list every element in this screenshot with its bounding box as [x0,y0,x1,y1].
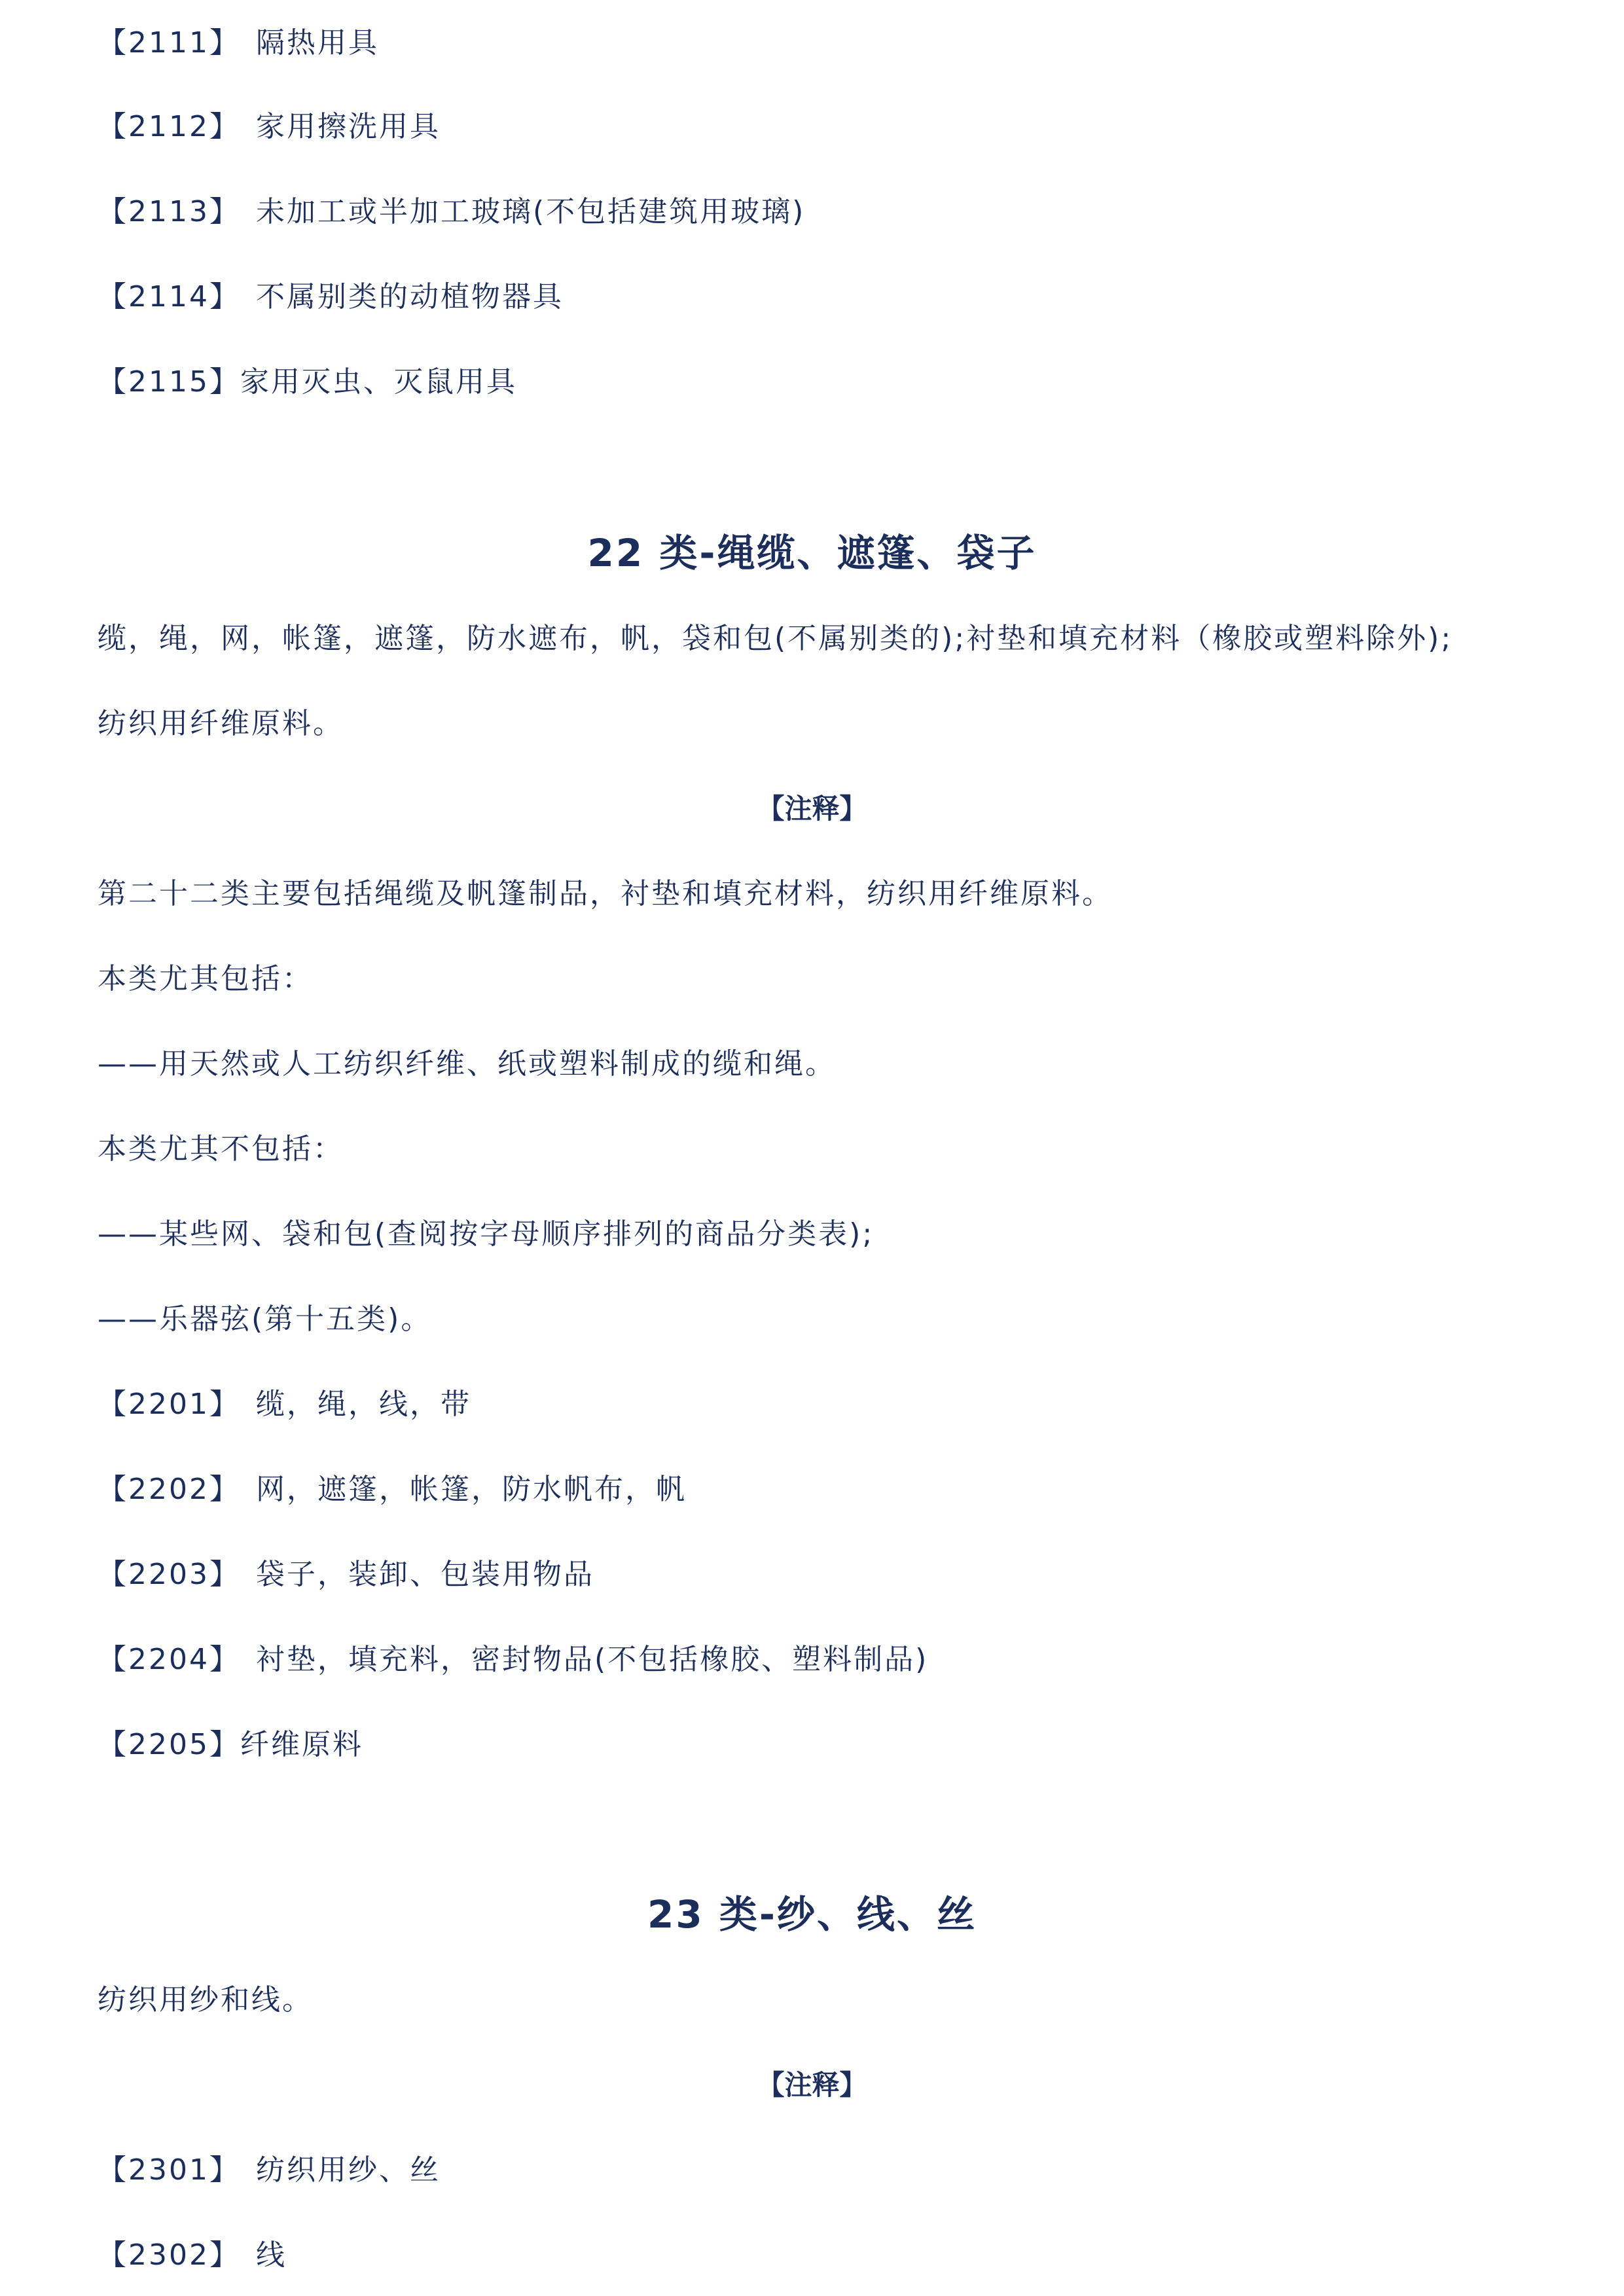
note-paragraph: ——某些网、袋和包(查阅按字母顺序排列的商品分类表); [98,1217,875,1251]
list-item [98,2152,441,2189]
note-paragraph: ——用天然或人工纺织纤维、纸或塑料制成的缆和绳。 [98,1047,836,1081]
section-description: 纺织用纱和线。 [98,1983,313,2017]
item-code: 【2301】 [98,2153,240,2187]
section-description: 纺织用纤维原料。 [98,707,344,740]
item-code: 【2112】 [98,110,240,143]
list-item [98,25,379,62]
item-text: 网，遮篷，帐篷，防水帆布，帆 [255,1473,687,1506]
list-item [98,1471,687,1508]
item-text: 隔热用具 [255,26,379,60]
item-text: 袋子，装卸、包装用物品 [255,1558,594,1591]
section-heading-22: 22 类-绳缆、遮篷、袋子 [587,531,1037,575]
item-code: 【2201】 [98,1388,240,1421]
item-text: 家用擦洗用具 [255,110,441,143]
item-code: 【2203】 [98,1558,240,1591]
list-item [98,279,564,315]
item-code: 【2205】 [98,1728,240,1761]
list-item [98,1641,928,1678]
item-text: 不属别类的动植物器具 [255,280,564,314]
item-text: 家用灭虫、灭鼠用具 [240,365,517,399]
list-item [98,109,441,145]
item-text: 未加工或半加工玻璃(不包括建筑用玻璃) [255,195,806,228]
list-item [98,194,805,230]
item-text: 线 [255,2238,287,2272]
item-code: 【2115】 [98,365,240,399]
note-paragraph: 第二十二类主要包括绳缆及帆篷制品，衬垫和填充材料，纺织用纤维原料。 [98,877,1113,910]
section-heading-23: 23 类-纱、线、丝 [647,1892,977,1937]
note-title: 【注释】 [757,2069,867,2101]
note-title: 【注释】 [757,793,867,825]
item-text: 纤维原料 [240,1728,363,1761]
item-text: 纺织用纱、丝 [255,2153,441,2187]
item-code: 【2113】 [98,195,240,228]
list-item [98,1556,594,1593]
item-code: 【2302】 [98,2238,240,2272]
list-item [98,2237,287,2274]
item-code: 【2204】 [98,1643,240,1676]
item-text: 缆，绳，线，带 [255,1388,471,1421]
note-paragraph: 本类尤其不包括： [98,1132,344,1166]
item-code: 【2202】 [98,1473,240,1506]
list-item [98,1386,471,1423]
item-text: 衬垫，填充料，密封物品(不包括橡胶、塑料制品) [255,1643,929,1676]
section-description: 缆，绳，网，帐篷，遮篷，防水遮布，帆，袋和包(不属别类的);衬垫和填充材料（橡胶或塑料除外); [98,622,1453,655]
item-code: 【2111】 [98,26,240,60]
note-paragraph: ——乐器弦(第十五类)。 [98,1302,432,1336]
note-paragraph: 本类尤其包括： [98,962,313,996]
list-item [98,1727,363,1763]
item-code: 【2114】 [98,280,240,314]
list-item [98,364,517,401]
